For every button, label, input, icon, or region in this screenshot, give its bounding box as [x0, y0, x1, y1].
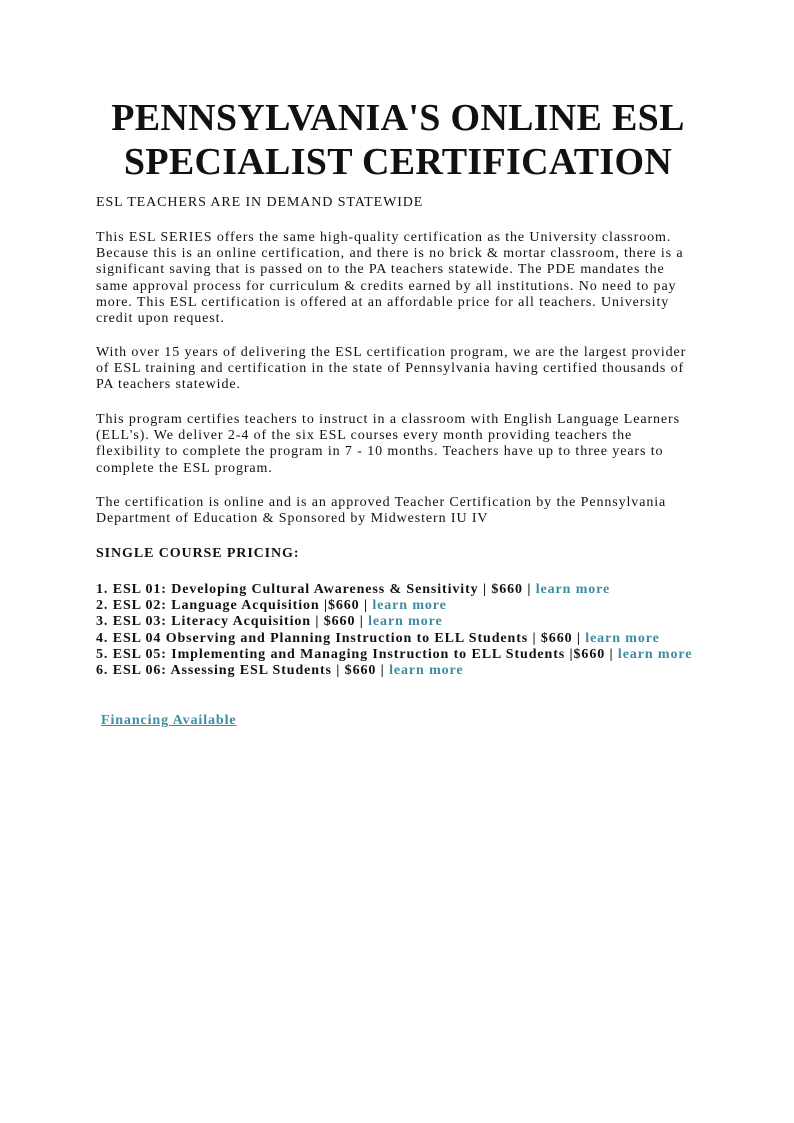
subtitle: ESL TEACHERS ARE IN DEMAND STATEWIDE: [96, 195, 424, 210]
course-label: 4. ESL 04 Observing and Planning Instruction to ELL Students | $660 |: [96, 630, 586, 646]
course-list: [96, 582, 700, 679]
paragraph-program: This program certifies teachers to instruct in a classroom with English Language Learners (ELL's). We deliver 2-4 of the six ESL courses every month providing teachers the flexibility to complete the program in 7 - 10 months. Teachers have up to three years to complete the ESL program.: [96, 412, 680, 476]
course-label: 6. ESL 06: Assessing ESL Students | $660 |: [96, 663, 390, 679]
learn-more-link[interactable]: learn more: [372, 598, 447, 614]
list-item: [96, 631, 700, 647]
financing-link[interactable]: Financing Available: [101, 713, 237, 728]
page-title: PENNSYLVANIA'S ONLINE ESL SPECIALIST CERTIFICATION: [111, 97, 685, 183]
list-item: [96, 614, 700, 630]
learn-more-link[interactable]: learn more: [368, 614, 443, 630]
paragraph-intro: This ESL SERIES offers the same high-quality certification as the University classroom. Because this is an online certification, and there is no brick & mortar classroom, there is a significant saving that is passed on to the PA teachers statewide. The PDE mandates the same approval process for curriculum & credits earned by all institutions. No need to pay more. This ESL certification is offered at an affordable price for all teachers. University credit upon request.: [96, 230, 684, 327]
learn-more-link[interactable]: learn more: [389, 663, 464, 679]
pricing-heading: SINGLE COURSE PRICING:: [96, 546, 300, 561]
course-label: 5. ESL 05: Implementing and Managing Instruction to ELL Students |$660 |: [96, 646, 618, 662]
course-label: 2. ESL 02: Language Acquisition |$660 |: [96, 598, 373, 614]
learn-more-link[interactable]: learn more: [585, 630, 660, 646]
course-label: 1. ESL 01: Developing Cultural Awareness & Sensitivity | $660 |: [96, 582, 536, 597]
paragraph-experience: With over 15 years of delivering the ESL certification program, we are the largest provider of ESL training and certification in the state of Pennsylvania having certified thousands of PA teachers statewide.: [96, 345, 687, 393]
paragraph-approval: The certification is online and is an approved Teacher Certification by the Pennsylvania Department of Education & Sponsored by Midwestern IU IV: [96, 495, 667, 527]
course-label: 3. ESL 03: Literacy Acquisition | $660 |: [96, 614, 369, 630]
list-item: [96, 647, 700, 663]
list-item: [96, 582, 700, 598]
learn-more-link[interactable]: learn more: [535, 582, 611, 597]
list-item: [96, 598, 700, 614]
learn-more-link[interactable]: learn more: [617, 646, 693, 662]
list-item: [96, 663, 700, 679]
